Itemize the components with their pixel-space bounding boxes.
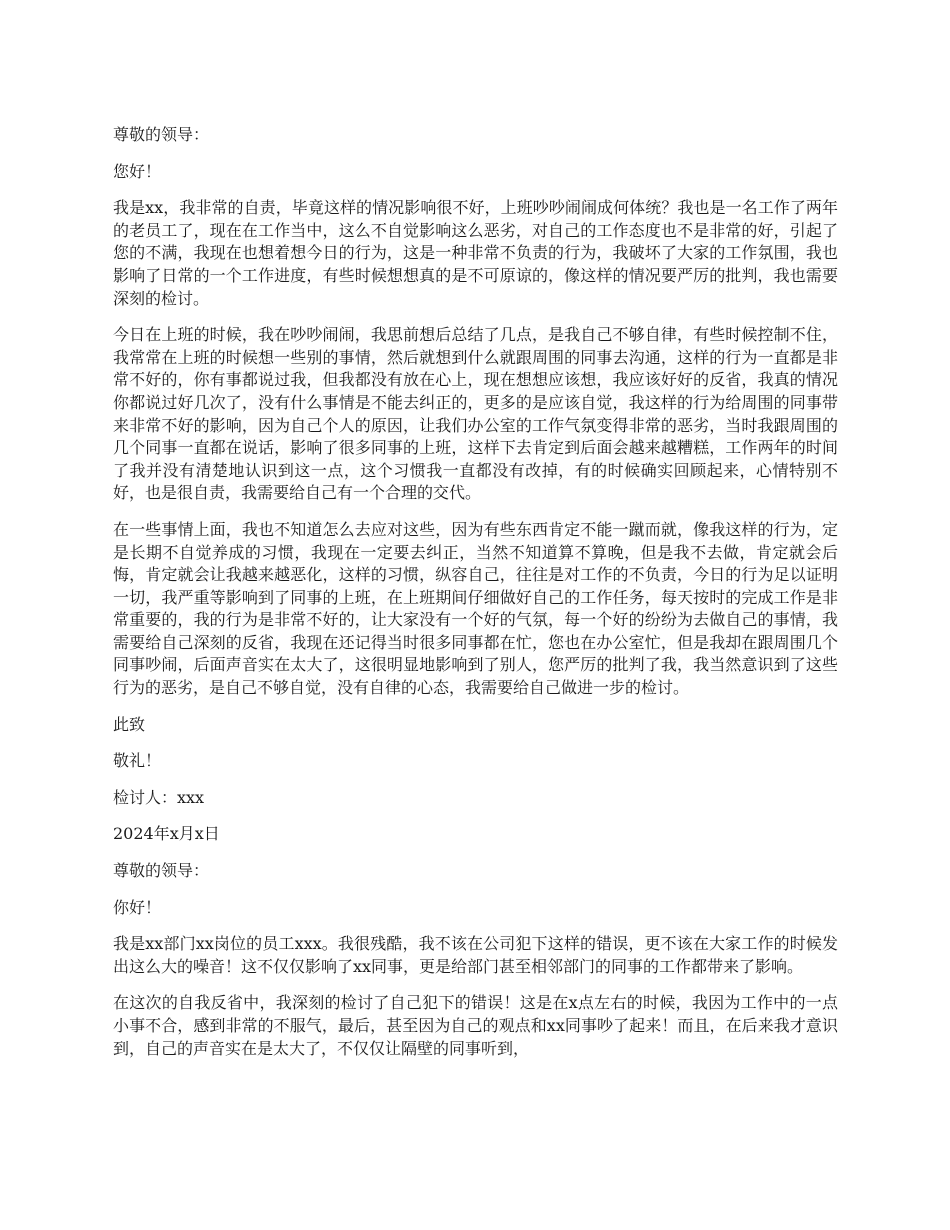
- letter1-paragraph-3: 在一些事情上面，我也不知道怎么去应对这些，因为有些东西肯定不能一蹴而就，像我这样的行为，定是长期不自觉养成的习惯，我现在一定要去纠正，当然不知道算不算晚，但是我不去做，肯定就会后悔，肯定就会让我越来越恶化，这样的习惯，纵容自己，往往是对工作的不负责，今日的行为足以证明一切，我严重等影响到了同事的上班，在上班期间仔细做好自己的工作任务，每天按时的完成工作是非常重要的，我的行为是非常不好的，让大家没有一个好的气氛，每一个好的纷纷为去做自己的事情，我需要给自己深刻的反省，我现在还记得当时很多同事都在忙，您也在办公室忙，但是我却在跟周围几个同事吵闹，后面声音实在太大了，这很明显地影响到了别人，您严厉的批判了我，我当然意识到了这些行为的恶劣，是自己不够自觉，没有自律的心态，我需要给自己做进一步的检讨。: [113, 519, 838, 698]
- letter1-closing-1: 此致: [113, 714, 146, 734]
- letter1-paragraph-1: 我是xx，我非常的自责，毕竟这样的情况影响很不好，上班吵吵闹闹成何体统？我也是一名工作了两年的老员工了，现在在工作当中，这么不自觉影响这么恶劣，对自己的工作态度也不是非常的好，引起了您的不满，我现在也想着想今日的行为，这是一种非常不负责的行为，我破坏了大家的工作氛围，我也影响了日常的一个工作进度，有些时候想想真的是不可原谅的，像这样的情况要严厉的批判，我也需要深刻的检讨。: [113, 198, 838, 308]
- letter1-salutation: 尊敬的领导：: [113, 125, 210, 144]
- letter1-closing-2: 敬礼！: [113, 751, 162, 771]
- letter2-greeting: 你好！: [113, 897, 162, 917]
- letter2-paragraph-2: 在这次的自我反省中，我深刻的检讨了自己犯下的错误！这是在x点左右的时候，我因为工作中的一点小事不合，感到非常的不服气，最后，甚至因为自己的观点和xx同事吵了起来！而且，在后来我才意识到，自己的声音实在是太大了，不仅仅让隔壁的同事听到，: [113, 993, 838, 1058]
- letter2-paragraph-1: 我是xx部门xx岗位的员工xxx。我很残酷，我不该在公司犯下这样的错误，更不该在大家工作的时候发出这么大的噪音！这不仅仅影响了xx同事，更是给部门甚至相邻部门的同事的工作都带来了影响。: [113, 934, 838, 976]
- letter1-paragraph-2: 今日在上班的时候，我在吵吵闹闹，我思前想后总结了几点，是我自己不够自律，有些时候控制不住，我常常在上班的时候想一些别的事情，然后就想到什么就跟周围的同事去沟通，这样的行为一直都是非常不好的，你有事都说过我，但我都没有放在心上，现在想想应该想，我应该好好的反省，我真的情况你都说过好几次了，没有什么事情是不能去纠正的，更多的是应该自觉，我这样的行为给周围的同事带来非常不好的影响，因为自己个人的原因，让我们办公室的工作气氛变得非常的恶劣，当时我跟周围的几个同事一直都在说话，影响了很多同事的上班，这样下去肯定到后面会越来越糟糕，工作两年的时间了我并没有清楚地认识到这一点，这个习惯我一直都没有改掉，有的时候确实回顾起来，心情特别不好，也是很自责，我需要给自己有一个合理的交代。: [113, 325, 838, 503]
- letter1-signature: 检讨人：xxx: [113, 787, 205, 807]
- letter1-date: 2024年x月x日: [113, 824, 220, 844]
- letter1-greeting: 您好！: [113, 161, 162, 181]
- document-page: [113, 124, 838, 1074]
- letter2-salutation: 尊敬的领导：: [113, 861, 210, 881]
